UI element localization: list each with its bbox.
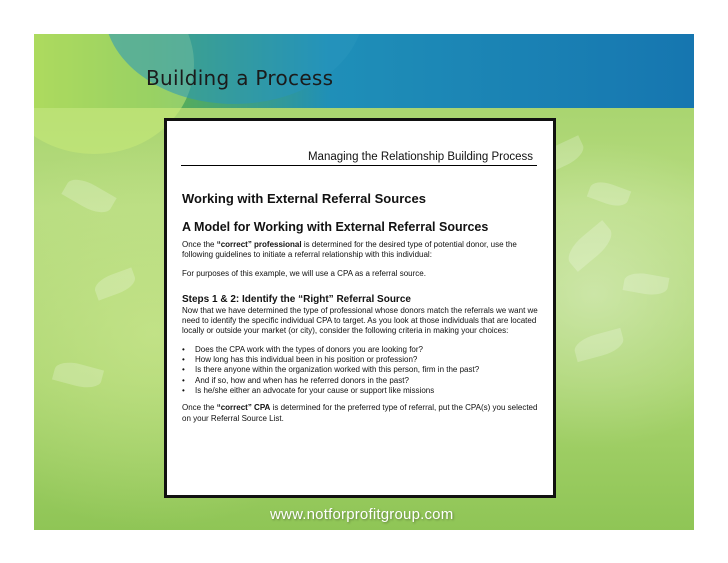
list-item-text: Is he/she either an advocate for your cause or support like missions <box>195 385 435 395</box>
list-item-text: Does the CPA work with the types of donors you are looking for? <box>195 344 423 354</box>
list-item-text: And if so, how and when has he referred donors in the past? <box>195 375 409 385</box>
criteria-list <box>182 345 539 396</box>
list-item <box>182 386 539 396</box>
bullet-icon: • <box>182 385 185 395</box>
closing-paragraph <box>182 403 539 424</box>
list-item <box>182 376 539 386</box>
document-subheading: A Model for Working with External Referral Sources <box>182 220 489 234</box>
leaf-decoration <box>562 220 617 272</box>
closing-bold: “correct” CPA <box>216 403 271 413</box>
leaf-decoration <box>623 270 670 297</box>
list-item-text: How long has this individual been in his position or profession? <box>195 355 418 365</box>
intro-bold: “correct” professional <box>216 240 302 249</box>
intro-text: is determined for the desired type of potential donor, use the following guidelines to initiate a referral relationship with this individual: <box>182 240 517 260</box>
closing-text: is determined for the preferred type of referral, put the CPA(s) you selected on your Referral Source List. <box>182 403 538 423</box>
slide-title: Building a Process <box>146 66 334 90</box>
example-note: For purposes of this example, we will use a CPA as a referral source. <box>182 268 426 278</box>
closing-text: Once the <box>182 403 217 413</box>
steps-heading: Steps 1 & 2: Identify the “Right” Referral Source <box>182 293 411 305</box>
document-heading: Working with External Referral Sources <box>182 191 426 206</box>
bullet-icon: • <box>182 365 185 375</box>
list-item <box>182 345 539 355</box>
intro-text: Once the <box>182 240 217 249</box>
bullet-icon: • <box>182 375 185 385</box>
leaf-decoration <box>572 328 626 362</box>
document-header: Managing the Relationship Building Process <box>181 151 537 166</box>
steps-paragraph: Now that we have determined the type of professional whose donors match the referrals we want we need to identify the specific individual CPA to target. As you look at those individuals that are located locally or outside your market (or city), consider the following criteria in making your choices: <box>182 305 538 336</box>
leaf-decoration <box>92 267 138 300</box>
footer-url: www.notforprofitgroup.com <box>270 506 454 523</box>
intro-paragraph <box>182 240 539 261</box>
list-item <box>182 365 539 375</box>
leaf-decoration <box>587 178 631 210</box>
leaf-decoration <box>61 173 116 219</box>
bullet-icon: • <box>182 344 185 354</box>
header-band <box>34 34 694 108</box>
bullet-icon: • <box>182 355 185 365</box>
document-body <box>182 191 539 424</box>
document-image <box>164 118 556 498</box>
list-item <box>182 355 539 365</box>
list-item-text: Is there anyone within the organization worked with this person, firm in the past? <box>195 365 480 375</box>
slide <box>34 34 694 530</box>
leaf-decoration <box>52 358 104 392</box>
